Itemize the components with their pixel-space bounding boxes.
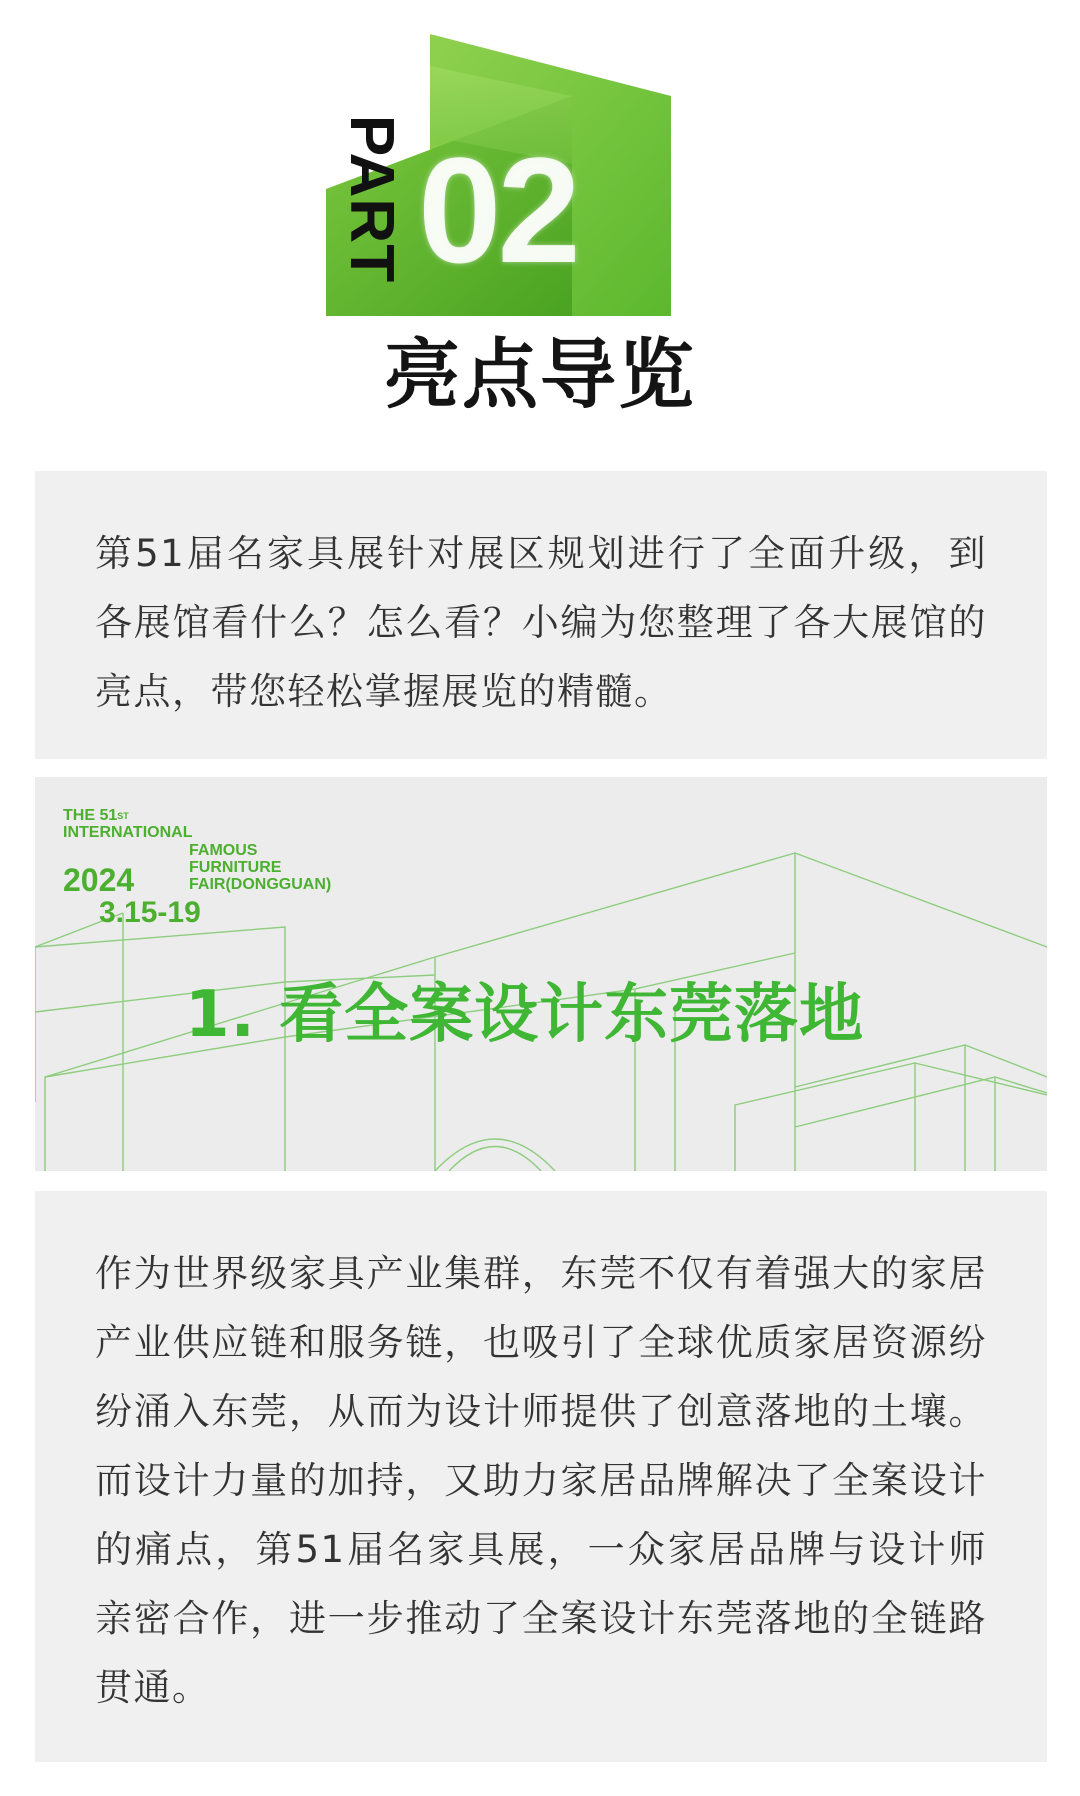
section-banner bbox=[35, 777, 1047, 1171]
fair-edition bbox=[63, 807, 129, 825]
part-label bbox=[336, 104, 406, 294]
part-label-text: PART bbox=[337, 114, 406, 284]
fair-international: INTERNATIONAL bbox=[63, 824, 193, 841]
fair-name-line-3: FAIR(DONGGUAN) bbox=[189, 876, 332, 893]
fair-dates: 3.15-19 bbox=[99, 896, 201, 929]
intro-paragraph: 第51届名家具展针对展区规划进行了全面升级，到各展馆看什么？怎么看？小编为您整理了各大展馆的亮点，带您轻松掌握展览的精髓。 bbox=[95, 532, 987, 713]
fair-name bbox=[189, 842, 331, 893]
fair-name-line-1: FAMOUS bbox=[189, 842, 258, 859]
fair-edition-text: THE 51 bbox=[63, 807, 118, 824]
fair-edition-sup: ST bbox=[117, 811, 129, 821]
part-number: 02 bbox=[418, 126, 577, 294]
section-title: 亮点导览 bbox=[384, 330, 696, 419]
body-card bbox=[35, 1191, 1047, 1762]
body-paragraph: 作为世界级家具产业集群，东莞不仅有着强大的家居产业供应链和服务链，也吸引了全球优质家居资源纷纷涌入东莞，从而为设计师提供了创意落地的土壤。而设计力量的加持，又助力家居品牌解决了全案设计的痛点，第51届名家具展，一众家居品牌与设计师亲密合作，进一步推动了全案设计东莞落地的全链路贯通。 bbox=[95, 1252, 987, 1709]
banner-title: 1. 看全案设计东莞落地 bbox=[185, 978, 865, 1052]
intro-card bbox=[35, 471, 1047, 759]
fair-name-line-2: FURNITURE bbox=[189, 859, 282, 876]
fair-year: 2024 bbox=[63, 862, 135, 898]
